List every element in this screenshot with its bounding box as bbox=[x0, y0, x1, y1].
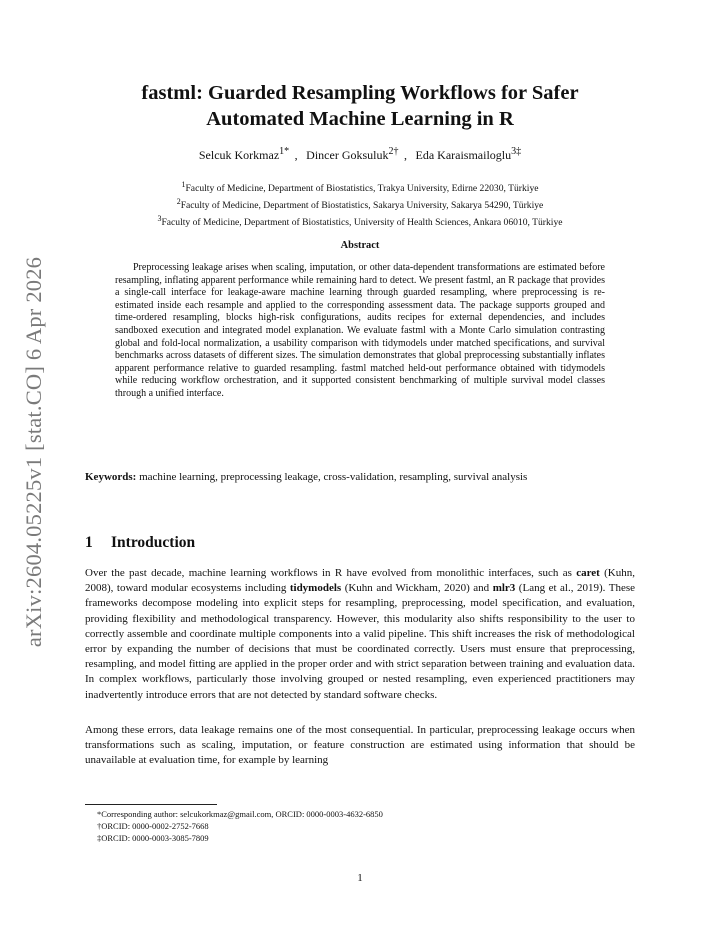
author-name: Selcuk Korkmaz bbox=[198, 148, 280, 162]
author-mark: 2† bbox=[388, 146, 399, 157]
abstract-heading: Abstract bbox=[340, 240, 380, 251]
intro-paragraph-2: Among these errors, data leakage remains one of the most consequential. In particular, preprocessing leakage occurs when transformations such as scaling, imputation, or feature construction are estimated using information that should be unavailable at evaluation time, for example by learning bbox=[85, 724, 635, 767]
package-name: mlr3 bbox=[492, 582, 516, 595]
author-name: Eda Karaismailoglu bbox=[415, 148, 512, 162]
affiliation-list bbox=[60, 178, 660, 230]
package-name: caret bbox=[576, 567, 600, 579]
arxiv-identifier: arXiv:2604.05225v1 [stat.CO] 6 Apr 2026 bbox=[21, 256, 46, 648]
footnote: *Corresponding author: selcukorkmaz@gmail.com, ORCID: 0000-0003-4632-6850 bbox=[97, 809, 383, 819]
page-number: 1 bbox=[357, 872, 363, 884]
package-name: tidymodels bbox=[289, 582, 342, 595]
keywords-text: machine learning, preprocessing leakage, cross-validation, resampling, survival analysis bbox=[139, 471, 528, 483]
abstract-text: Preprocessing leakage arises when scaling, imputation, or other data-dependent transformations are estimated before resampling, inflating apparent performance while remaining hard to detect. We present fastml, an R package that provides a single-call interface for leakage-aware machine learning through guarded resampling, where preprocessing is re-estimated inside each resample and applied to the corresponding assessment data. The package supports grouped and time-ordered resampling, blocks high-risk configurations, audits recipes for external dependencies, and includes sandboxed execution and integrated model explanation. We evaluate fastml with a Monte Carlo simulation contrasting global and fold-local normalization, a usability comparison with tidymodels under matched specifications, and survival benchmarks across datasets of different sizes. The simulation demonstrates that global preprocessing substantially inflates apparent performance relative to guarded resampling. fastml matched held-out performance obtained with tidymodels while reducing workflow orchestration, and it supported consistent benchmarking of multiple survival model classes through a unified interface. bbox=[115, 262, 605, 399]
footnote: †ORCID: 0000-0002-2752-7668 bbox=[97, 821, 209, 831]
footnote: ‡ORCID: 0000-0003-3085-7809 bbox=[97, 833, 209, 843]
intro-paragraph-1: Over the past decade, machine learning workflows in R have evolved from monolithic interfaces, such as caret (Kuhn, 2008), toward modular ecosystems including tidymodels (Kuhn and Wickham, 2020) and mlr3 (Lang et al., 2019). These frameworks decompose modeling into explicit steps for resampling, preprocessing, model specification, and evaluation, providing flexibility and methodological transparency. However, this modularity also shifts responsibility to the user to correctly assemble and coordinate multiple components into a valid pipeline. This shift increases the risk of methodological error by expanding the number of decisions that must be coordinated correctly. Users must ensure that preprocessing, resampling, and model fitting are applied in the proper order and with strict separation between training and evaluation data. In complex workflows, particularly those involving grouped or nested resampling, even experienced practitioners may inadvertently introduce errors that are not detected by standard software checks. bbox=[85, 567, 636, 701]
affiliation: $^3$Faculty of Medicine, Department of Biostatistics, University of Health Sciences, Ankara 06010, Türkiye bbox=[157, 214, 563, 229]
keywords bbox=[85, 470, 635, 484]
author-list: Selcuk Korkmaz$^{1*}$ , Dincer Goksuluk$^{2\dagger}$ , Eda Karaismailoglu$^{3\ddagger}$ bbox=[198, 146, 522, 162]
title-line-2: Automated Machine Learning in R bbox=[206, 108, 514, 130]
affiliation: $^1$Faculty of Medicine, Department of Biostatistics, Trakya University, Edirne 22030, Türkiye bbox=[181, 180, 539, 195]
author-mark: 1* bbox=[279, 146, 290, 157]
keywords-label: Keywords: bbox=[85, 471, 137, 483]
author-mark: 3‡ bbox=[511, 146, 522, 157]
title-line-1: fastml: Guarded Resampling Workflows for Safer bbox=[141, 82, 579, 104]
section-heading bbox=[85, 534, 195, 552]
footnote-rule bbox=[85, 804, 217, 805]
author-name: Dincer Goksuluk bbox=[306, 148, 389, 162]
affiliation: $^2$Faculty of Medicine, Department of Biostatistics, Sakarya University, Sakarya 54290, Türkiye bbox=[176, 197, 544, 212]
footnotes bbox=[97, 808, 383, 844]
paper-title bbox=[95, 80, 625, 132]
section-number: 1 bbox=[85, 534, 93, 551]
section-title: Introduction bbox=[111, 534, 196, 551]
